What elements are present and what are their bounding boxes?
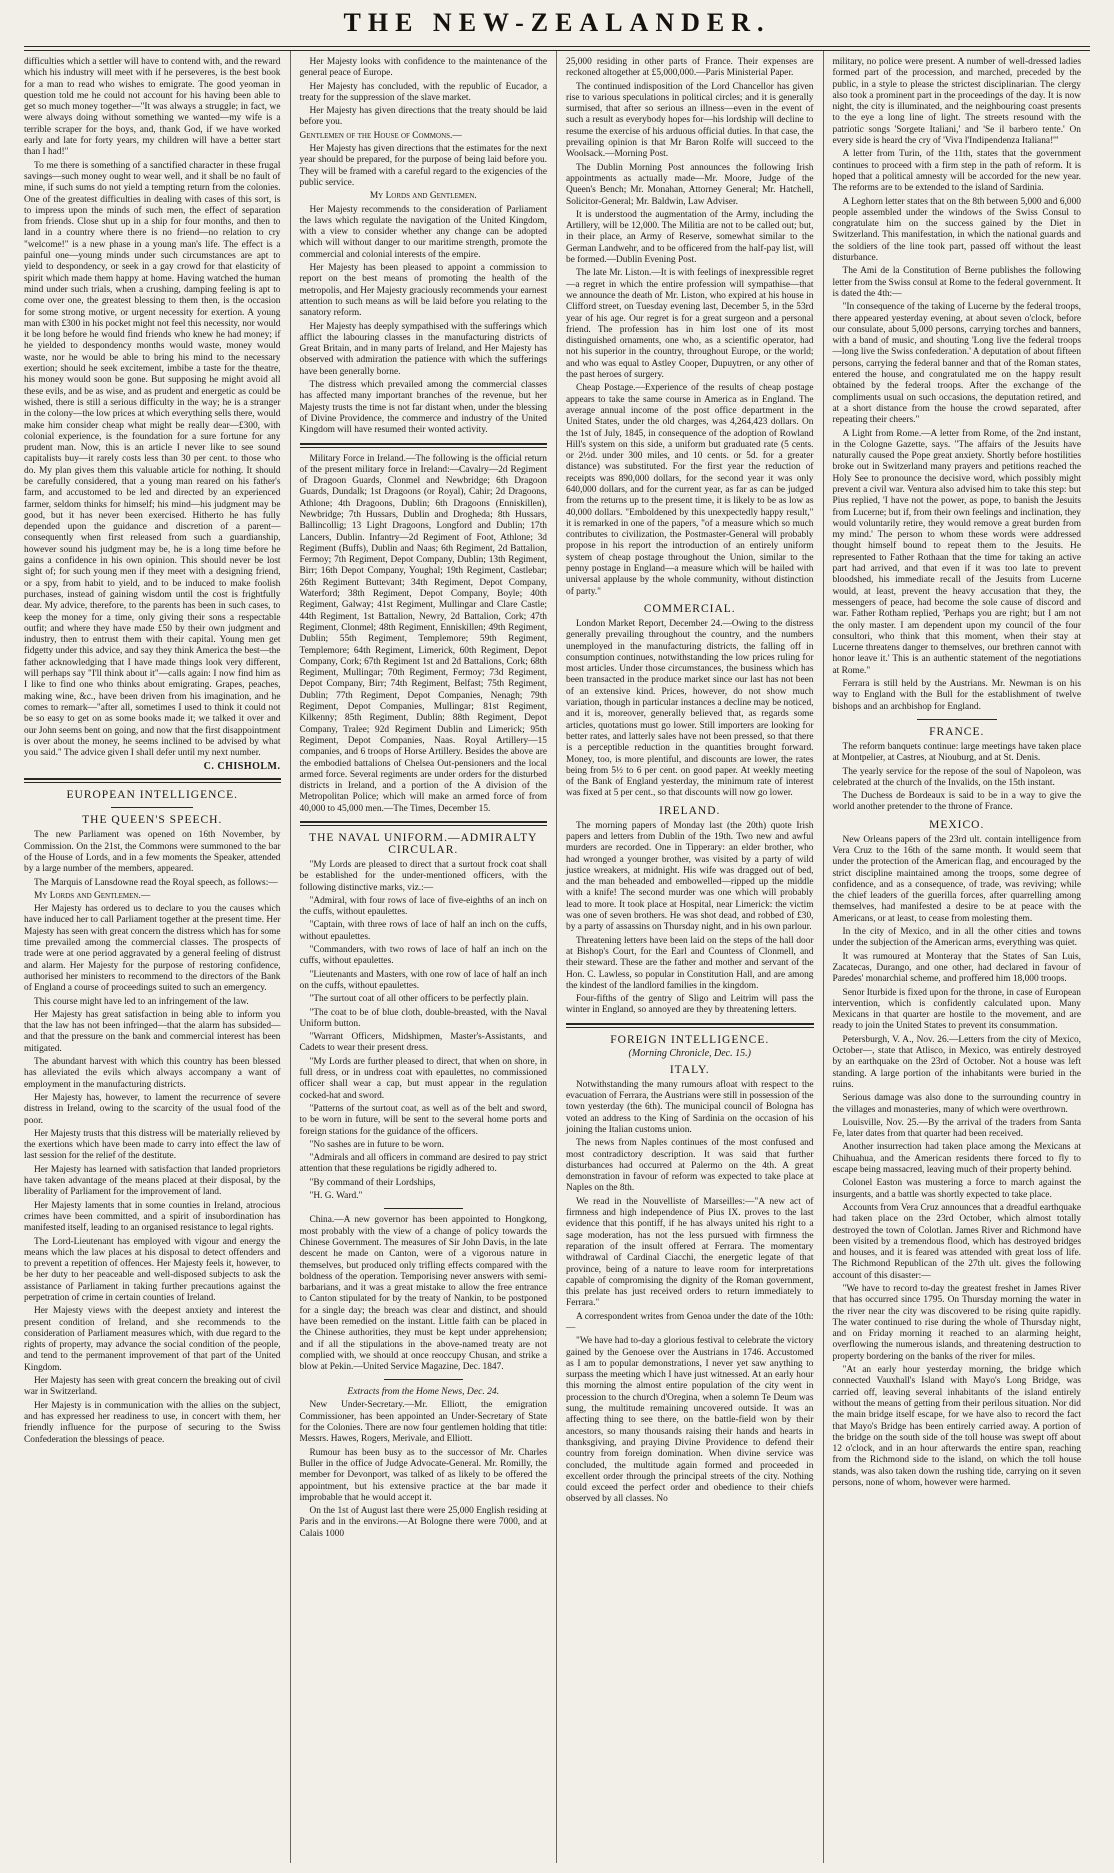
column-3 (557, 51, 824, 1863)
paragraph: The Marquis of Lansdowne read the Royal speech, as follows:— (34, 877, 278, 888)
paragraph: Her Majesty has learned with satisfaction that landed proprietors have taken advantage of the means placed at their disposal, by the liberality of Parliament for the improvement of land. (24, 1164, 281, 1198)
paragraph: Her Majesty has seen with great concern the breaking out of civil war in Switzerland. (24, 1376, 281, 1398)
short-rule (917, 719, 997, 720)
paragraph: "In consequence of the taking of Lucerne by the federal troops, there appeared yesterday evening, at about seven o'clock, before our consulate, about 5,000 persons, carrying torches and banners, with a band of music, and shouting 'Long live the federal troops—long live the Swiss confederation.' A deputation of about fifteen persons, carrying the federal banner and that of the Roman states, entered the house, and congratulated me on the happy result obtained by the federal troops. After the exchange of the compliments usual on such occasions, the deputation retired, and at a short distance from the house the crowd separated, after repeating their cheers." (832, 302, 1082, 426)
section-heading-italy: ITALY. (669, 1063, 710, 1076)
paragraph: Four-fifths of the gentry of Sligo and Leitrim will pass the winter in England, so annoyed are they by threatening letters. (566, 994, 814, 1016)
military-force-article (300, 454, 548, 816)
paragraph: "We have to record to-day the greatest freshet in James River that has occurred since 1795. On Thursday morning the water in the river near the city was discovered to be rising quite rapidly. The water continued to rise during the whole of Thursday night, and on Friday morning it reached to an alarming height, overflowing the numerous islands, and threatening destruction to property bordering on the banks of the river for miles. (832, 1283, 1081, 1362)
paragraph: The Ami de la Constitution of Berne publishes the following letter from the Swiss consul at Rome to the federal government. It is dated the 4th:— (832, 266, 1081, 299)
paragraph: Her Majesty has, however, to lament the recurrence of severe distress in Ireland, owing to the scarcity of the usual food of the poor. (24, 1092, 281, 1126)
paragraph: "No sashes are in future to be worn. (309, 1139, 445, 1150)
section-heading-commercial: COMMERCIAL. (643, 602, 736, 615)
paragraph: Her Majesty has been pleased to appoint a commission to report on the best means of promoting the health of the metropolis, and Her Majesty graciously recommends your earnest attention to such means as will be laid before you relating to the sanatory reform. (299, 263, 547, 319)
paragraph: Her Majesty recommends to the consideration of Parliament the laws which regulate the navigation of the United Kingdom, with a view to consider whether any change can be adopted which will without danger to our maritime strength, promote the commercial and colonial interests of the empire. (299, 204, 547, 260)
paragraph: Her Majesty has concluded, with the republic of Eucador, a treaty for the suppression of the slave market. (299, 81, 547, 103)
column-3-articles (566, 57, 814, 598)
paragraph: Another insurrection had taken place among the Mexicans at Chihuahua, and the American residents there forced to fly to escape being massacred, leaving much of their property behind. (832, 1142, 1081, 1176)
paragraph: Her Majesty has deeply sympathised with the sufferings which afflict the labouring classes in the manufacturing districts of Great Britain, and in many parts of Ireland, and Her Majesty has observed with admiration the patience with which the sufferings have been generally borne. (299, 321, 547, 377)
paragraph: Her Majesty has ordered us to declare to you the causes which have induced her to call Parliament together at the present time. Her Majesty has seen with great concern the distress which has for some time prevailed among the commercial classes. The prospects of trade were at one period aggravated by a general feeling of distrust and alarm. Her Majesty for the purpose of restoring confidence, authorised her ministers to recommend to the directors of the Bank of England a course of proceedings suited to such an emergency. (24, 904, 281, 994)
paragraph: Notwithstanding the many rumours afloat with respect to the evacuation of Ferrara, the Austrians were still in possession of the town yesterday (the 6th). The municipal council of Bologna has voted an address to the King of Sardinia on the occasion of his joining the Italian customs union. (566, 1079, 814, 1135)
extracts-heading: Extracts from the Home News, Dec. 24. (347, 1386, 500, 1398)
lords-body (300, 205, 548, 437)
paragraph: A Light from Rome.—A letter from Rome, of the 2nd instant, in the Cologne Gazette, says. "The affairs of the Jesuits have naturally caused the Pope great anxiety. Shortly before hostilities broke out in Switzerland many prayers and petitions reached the Holy See to pronounce the decisive word, which possibly might prevent a civil war. Ventura also advised him to take this step: but Pius replied, 'I have not the power, as pope, to banish the Jesuits from Lucerne; but if, from their own feelings and inclination, they would voluntarily retire, they would remove a great burden from my mind.' The person to whom these words were addressed thought himself bound to repeat them to the Jesuits. He represented to Father Rothaan that the time for taking an active part had arrived, and that even if it was too late to prevent bloodshed, his immediate recall of the Jesuits from Lucerne would, at least, prevent the heavy accusation that they, the messengers of peace, had become the sole cause of discord and war. Father Rotham replied, 'Perhaps you are right; but I am not the only master. I am dependent upon my council of the four consultori, who think that this moment, when their stay at Lucerne threatens danger to themselves, our brethren cannot with honor leave it.' This is an authentic statement of the negotiations at Rome." (832, 428, 1081, 676)
columns (24, 51, 1090, 1869)
short-rule (384, 1379, 463, 1380)
paragraph: "The coat to be of blue cloth, double-breasted, with the Naval Uniform button. (299, 1007, 547, 1029)
paragraph: Her Majesty has given directions that the treaty should be laid before you. (299, 106, 547, 128)
mexico-article (833, 835, 1082, 1490)
column-2 (291, 51, 558, 1863)
column-4-articles (833, 57, 1082, 713)
france-article (833, 742, 1082, 814)
paragraph: On the 1st of August last there were 25,000 English residing at Paris and in the environs.—At Bologne there were 7000, and at Calais 1000 (299, 1506, 547, 1539)
paragraph: Military Force in Ireland.—The following is the official return of the present military force in Ireland:—Cavalry—2d Regiment of Dragoon Guards, Clonmel and Newbridge; 6th Dragoon Guards, Dundalk; 1st Dragoons (or Royal), Cahir; 2d Dragoons, Athlone; 4th Dragoons, Dublin; 6th Dragoons (Enniskillen), Newbridge; 7th Hussars, Dublin and Drogheda; 8th Hussars, Ballincollig; 13 Light Dragoons, Longford and Dublin; 17th Lancers, Dublin. Infantry—2d Regiment of Foot, Athlone; 3d Regiment (Buffs), Dublin and Naas; 6th Regiment, 2d Battalion, Fermoy; 7th Regiment, Depot Company, Dublin; 13th Regiment, Birr; 16th Depot Company, Youghal; 19th Regiment, Castlebar; 26th Regiment Buttevant; 34th Regiment, Depot Company, Waterford; 38th Regiment, Depot Company, Boyle; 40th Regiment, Galway; 41st Regiment, Mullingar and Clare Castle; 44th Regiment, 1st Battalion, Newry, 2d Battalion, Cork; 47th Regiment, Clonmel; 48th Regiment, Enniskillen; 49th Regiment, Dublin; 55th Regiment, Templemore; 59th Regiment, Templemore; 64th Regiment, Limerick, 60th Regiment, Depot Company, Cork; 67th Regiment 1st and 2d Battalions, Cork; 68th Regiment, Mullingar; 70th Regiment, Fermoy; 73d Regiment, Depot Company, Birr; 74th Regiment, Belfast; 75th Regiment, Dublin; 77th Regiment, Depot Companies, Nenagh; 79th Regiment, Depot Companies, Mullingar; 81st Regiment, Kilkenny; 85th Regiment, Dublin; 88th Regiment, Depot Company, Tralee; 92d Regiment Dublin and Limerick; 95th Regiment, Depot Companies, Naas. Royal Artillery—15 companies, and 6 troops of Horse Artillery. Besides the above are the embodied battalions of Chelsea Out-pensioners and the local armed force. Several regiments are under orders for the disturbed districts in Ireland, and a portion of the A division of the Metropolitan Police; which will make an armed force of from 40,000 to 45,000 men.—The Times, December 15. (299, 453, 547, 814)
paragraph: Louisville, Nov. 25.—By the arrival of the traders from Santa Fe, later dates from that quarter had been received. (832, 1117, 1081, 1140)
section-heading-foreign: FOREIGN INTELLIGENCE. (610, 1033, 770, 1046)
paragraph: "Admiral, with four rows of lace of five-eighths of an inch on the cuffs, without epaulettes. (299, 895, 547, 918)
paragraph: A Leghorn letter states that on the 8th between 5,000 and 6,000 people assembled under the windows of the Swiss Consul to congratulate him on the success gained by the Diet in Switzerland. This manifestation, in which the national guards and the soldiers of the line took part, passed off without the least disturbance. (832, 196, 1081, 264)
paragraph: To me there is something of a sanctified character in these frugal savings—such money ought to wear well, and it shall be no fault of mine, if such sums do not yield a tempting return from the colonies. One of the greatest difficulties in dealing with cases of this sort, is to impress upon the minds of such men, the effect of separation from friends. Close shut up in a ship for four months, and then to land in a country where there is no friend—no relation to cry "welcome!" is a new phase in a young man's life. The effect is a painful one—young minds under such circumstances are apt to yield to despondency, or seek in a gay crowd for that elasticity of spirit which made them happy at home. Having watched the human mind under such trials, when a crushing, damping feeling is apt to come over one, the greatest blessing to them then, is the occasion for some strong motive, or urgent necessity for exertion. A young man with £300 in his pocket might not feel this necessity, nor would it be long before he would find friends who knew he had money; if he yielded to despondency months would waste, money would waste, nor he would be able to bring his mind to the necessary exertion; should he seek excitement, imbibe a taste for the theatre, his money would soon be gone. But supposing he might avoid all these evils, and be as wise, and as prudent and energetic as could be wished, there is still a serious difficulty in the way; he is a stranger in the colony—the low prices at which everything sells there, would make him consider cheap what might be really dear—£300, with colonial experience, is the foundation for a sure fortune for any prudent man. Now, this is an article I never like to see sound capitalists buy—it rarely costs less than 30 per cent. to those who do. My plan gives them this valuable article for nothing. It should be carefully considered, that a young man reared on his father's farm, and accustomed to be led and directed by an experienced farmer, seldom thinks for himself; his mind—his judgment may be good, but it has never been exercised. Hitherto he has fully depended upon the guidance and discretion of a parent—consequently when first released from such a guardianship, however sound his judgment may be, he is a long time before he gains a confidence in his own opinion. This should never be lost sight of; for such young men if they meet with a designing friend, or a spy, from habit to yield, and to be induced to make foolish purchases, instead of gaining wisdom until the cost is frightfully dear. My advice, therefore, to the parents has been in such cases, to keep the money for a time, only giving their sons a respectable outfit; and where they have made £50 by their own judgment and industry, then to entrust them with their capital. Young men get fidgetty under this advice, and say they think America the best—the father acknowledging that I have made things look very different, will perhaps say "I'll think about it"—calls again: I now find him as I like to find one who thinks about emigrating. Grapes, peaches, making wine, &c., have been driven from his imagination, and he comes to remark—"after all, sometimes I used to think it could not be so easy to get on as some books made it; we talked it over and our John seems bent on going, and now that the first disappointment is over about the money, he seems inclined to be advised by what you said." The advice given I shall defer until my next number. (24, 160, 281, 759)
double-rule (566, 1023, 814, 1028)
paragraph: Accounts from Vera Cruz announces that a dreadful earthquake had taken place on the 23rd October, which almost totally destroyed the town of Colotlan. James River and Richmond have been visited by a tremendous flood, which has destroyed bridges and houses, and it is feared was attended with great loss of life. The Richmond Republican of the 27th ult. gives the following account of this disaster:— (832, 1202, 1081, 1281)
paragraph: Cheap Postage.—Experience of the results of cheap postage appears to take the same course in America as in England. The average annual income of the post office department in the United States, under the old charges, was 4,264,423 dollars. On the 1st of July, 1845, in consequence of the adoption of Rowland Hill's system on this side, a uniform but graduated rate (5 cents. or 2½d. under 300 miles, and 10 cents. or 5d. for a greater distance) was substituted. For the first year the reduction of receipts was 890,000 dollars, for the second year it was only 640,000 dollars, and for the current year, as far as can be judged from the returns up to the present time, it is likely to be as low as 40,000 dollars. "Emboldened by this unexpectedly happy result," it is remarked in one of the papers, "of a measure which so much contributes to civilization, the Postmaster-General will probably propose in his report the introduction of an entirely uniform system of cheap postage throughout the Union, similar to the penny postage in England—a measure which will be hailed with universal applause by the whole community, without distinction of party." (566, 383, 814, 597)
paragraph: "Captain, with three rows of lace of half an inch on the cuffs, without epaulettes. (299, 920, 547, 942)
paragraph: "By command of their Lordships, (309, 1177, 436, 1188)
paragraph: "Patterns of the surtout coat, as well as of the belt and sword, to be worn in future, will be sent to the several home ports and foreign stations for the guidance of the officers. (299, 1103, 547, 1137)
newspaper-title: THE NEW-ZEALANDER. (343, 8, 771, 37)
paragraph: Threatening letters have been laid on the steps of the hall door at Bishop's Court, for the Earl and Countess of Clonmell, and their steward. These are the father and mother and servant of the Hon. C. Lawless, so popular in Constitution Hall, and are among the kindest of the landlord families in the kingdom. (566, 935, 814, 991)
paragraph: The yearly service for the repose of the soul of Napoleon, was celebrated at the church of the Invalids, on the 15th instant. (832, 766, 1081, 788)
column-1 (24, 51, 291, 1863)
paragraph: Rumour has been busy as to the successor of Mr. Charles Buller in the office of Judge Advocate-General. Mr. Romilly, the member for Devonport, was talked of as likely to be offered the appointment, but his extensive practice at the bar made it improbable that he would accept it. (299, 1447, 547, 1503)
lords-salutation: My Lords and Gentlemen. (369, 191, 477, 202)
paragraph: "My Lords are further pleased to direct, that when on shore, in full dress, or in undress coat with epaulettes, no commissioned officer shall wear a cap, but must appear in the regulation cocked-hat and sword. (299, 1056, 547, 1101)
paragraph: Ferrara is still held by the Austrians. Mr. Newman is on his way to England with the Bull for the establishment of twelve bishops and an archbishop for England. (832, 679, 1081, 712)
paragraph: "My Lords are pleased to direct that a surtout frock coat shall be established for the under-mentioned officers, with the following distinctive marks, viz.:— (299, 860, 547, 893)
section-heading-mexico: MEXICO. (929, 818, 985, 831)
section-heading-ireland: IRELAND. (659, 804, 721, 817)
extracts-article (300, 1400, 548, 1540)
article-heading-queens-speech: THE QUEEN'S SPEECH. (82, 814, 223, 827)
paragraph: The Dublin Morning Post announces the following Irish appointments as actually made—Mr. Moore, Judge of the Queen's Bench; Mr. Monahan, Attorney General; Mr. Hatchell, Solicitor-General; Mr. Baldwin, Law Adviser. (566, 162, 814, 207)
queens-speech-intro (24, 830, 281, 888)
queens-speech-body (24, 904, 281, 1446)
paragraph: It was rumoured at Monteray that the States of San Luis, Zacatecas, Durango, and one other, had declared in favour of Paredes' monarchial scheme, and proffered him 18,000 troops. (832, 951, 1081, 985)
paragraph: This course might have led to an infringement of the law. (34, 996, 249, 1007)
commons-salutation: Gentlemen of the House of Commons.— (299, 130, 462, 141)
paragraph: 25,000 residing in other parts of France. Their expenses are reckoned altogether at £5,000,000.—Paris Ministerial Paper. (566, 57, 814, 79)
commercial-article (566, 619, 814, 800)
double-rule (300, 443, 548, 448)
paragraph: Her Majesty looks with confidence to the maintenance of the general peace of Europe. (299, 57, 547, 79)
paragraph: The Duchess de Bordeaux is said to be in a way to give the world another pretender to the throne of France. (832, 791, 1081, 813)
paragraph: The distress which prevailed among the commercial classes has affected many important branches of the revenue, but her Majesty trusts the time is not far distant when, under the blessing of Divine Providence, the commerce and industry of the United Kingdom will have resumed their wonted activity. (299, 380, 547, 436)
paragraph: It is understood the augmentation of the Army, including the Artillery, will be 12,000. The Militia are not to be called out; but, in their place, an Army of Reserve, somewhat similar to the German Landwehr, and to be officered from the half-pay list, will be formed.—Dublin Evening Post. (566, 209, 814, 266)
ireland-article (566, 821, 814, 1017)
paragraph: "Commanders, with two rows of lace of half an inch on the cuffs, without epaulettes. (299, 945, 547, 967)
paragraph: military, no police were present. A number of well-dressed ladies formed part of the procession, and marched, preceded by the public, in a style to please the strictest disciplinarian. The clergy also took a prominent part in the proceedings of the day. It is now night, the city is illuminated, and the neighbouring coast presents to the eye a long line of light. The streets resound with the patriotic songs 'Sorgete Italiani,' and 'Se il barbero tente.' On every side is heard the cry of 'Viva l'Indipendenza Italiana!'" (832, 57, 1081, 147)
foreign-source: (Morning Chronicle, Dec. 15.) (628, 1047, 751, 1059)
paragraph: The news from Naples continues of the most confused and most contradictory description. It was said that further disturbances had occurred at Palermo on the 4th. A great demonstration in favour of reform was expected to take place at Naples on the 8th. (566, 1138, 814, 1194)
paragraph: The Lord-Lieutenant has employed with vigour and energy the means which the law places at his disposal to detect offenders and to prevent a repetition of offences. Her Majesty feels it, however, to be her duty to her peaceable and well-disposed subjects to ask the assistance of Parliament in taking further precautions against the perpetration of crime in certain counties of Ireland. (24, 1236, 281, 1303)
paragraph: A correspondent writes from Genoa under the date of the 10th:— (566, 1311, 814, 1333)
paragraph: "The surtout coat of all other officers to be perfectly plain. (309, 994, 529, 1005)
short-rule (111, 807, 193, 808)
paragraph: "H. G. Ward." (309, 1191, 363, 1202)
paragraph: In the city of Mexico, and in all the other cities and towns under the subjection of the American arms, everything was quiet. (832, 927, 1081, 949)
section-heading-european: EUROPEAN INTELLIGENCE. (66, 789, 238, 802)
paragraph: Her Majesty has given directions that the estimates for the next year should be prepared, for the purpose of being laid before you. They will be framed with a careful regard to the exigencies of the public service. (299, 144, 547, 188)
paragraph: "Admirals and all officers in command are desired to pay strict attention that these regulations be rigidly adhered to. (299, 1153, 547, 1175)
paragraph: The abundant harvest with which this country has been blessed has alleviated the evils which always accompany a want of employment in the manufacturing districts. (24, 1057, 281, 1090)
paragraph: "Lieutenants and Masters, with one row of lace of half an inch on the cuffs, without epaulettes. (299, 969, 547, 991)
paragraph: Colonel Easton was mustering a force to march against the insurgents, and a battle was shortly expected to take place. (832, 1178, 1081, 1200)
double-rule (300, 821, 548, 826)
paragraph: The late Mr. Liston.—It is with feelings of inexpressible regret—a regret in which the entire profession will sympathise—that we announce the death of Mr. Liston, who expired at his house in Clifford street, on Tuesday evening last, December 5, in the 53rd year of his age. Our regret is for a great surgeon and a personal friend. The profession has in him lost one of its most distinguished ornaments, one who, as a scientific operator, had not his superior in the country, throughout Europe, or the world; and who was equal to Astley Cooper, Dupuytren, or any other of the past heroes of surgery. (566, 268, 814, 381)
paragraph: Her Majesty views with the deepest anxiety and interest the present condition of Ireland, and she recommends to the consideration of Parliament measures which, with due regard to the rights of property, may advance the social condition of the people, and tend to the permanent improvement of that part of the United Kingdom. (24, 1306, 281, 1373)
paragraph: The morning papers of Monday last (the 20th) quote Irish papers and letters from Dublin of the 19th. Two new and awful murders are recorded. One in Tipperary: an elder brother, who had wronged a younger brother, was visited by a party of wild justice wreakers, at midnight. His wife was dragged out of bed, and the man beheaded and embowelled—ripped up the middle with a knife! The second murder was one which will probably lead to more. It took place at Hospital, near Limerick: the victim was one of seven brothers. He was shot dead, and robbed of £30, by a party of assassins on Thursday night, and in his own parlour. (566, 820, 814, 933)
naval-article (300, 860, 548, 1202)
paragraph: The continued indisposition of the Lord Chancellor has given rise to various speculations in political circles; and it is generally surmised, that after so serious an illness—even in the event of such a result as everybody hopes for—his lordship will decline to resume the exercise of his arduous official duties. In that case, the prevailing opinion is that Mr Baron Rolfe will succeed to the Woolsack.—Morning Post. (566, 81, 814, 160)
paragraph: New Orleans papers of the 23rd ult. contain intelligence from Vera Cruz to the 16th of the same month. It would seem that under the protection of the American flag, and encouraged by the strict discipline maintained among the troops, some degree of confidence, and as a consequence, of trade, was reviving; while the chief leaders of the guerilla forces, after quarrelling among themselves, had manifested a desire to be at peace with the Americans, or at least, to cease from molesting them. (832, 834, 1081, 924)
paragraph: We read in the Nouvelliste of Marseilles:—"A new act of firmness and high independence of Pius IX. proves to the last evidence that this pontiff, if he has always united his right to a sage moderation, has not the less pursued with firmness the reparation of the insult offered at Ferrara. The momentary withdrawal of Cardinal Ciacchi, the energetic legate of that province, being of a nature to leave room for interpretations capable of compromising the dignity of the Roman government, this prelate has just received orders to return immediately to Ferrara." (566, 1196, 814, 1309)
letter-section (24, 57, 281, 759)
paragraph: Her Majesty laments that in some counties in Ireland, atrocious crimes have been committed, and a spirit of insubordination has manifested itself, leading to an organised resistance to legal rights. (24, 1200, 281, 1234)
double-rule (24, 778, 281, 783)
signature: C. CHISHOLM. (203, 761, 281, 773)
speech-continued (300, 57, 548, 129)
paragraph: "At an early hour yesterday morning, the bridge which connected Vauxhall's Island with Mayo's Long Bridge, was carried off, leaving several inhabitants of the island entirely without the means of getting from their perilous situation. Nor did the main bridge itself escape, for we have also to record the fact that Mayo's Bridge has been entirely carried away. A portion of the bridge on the south side of the toll house was swept off about 12 o'clock, and in an hour afterwards the entire span, reaching from the Richmond side to the island, on which the toll house stands, was also taken down the rushing tide, carrying on it seven persons, none of whom, however were harmed. (832, 1365, 1081, 1489)
paragraph: Her Majesty is in communication with the allies on the subject, and has expressed her readiness to use, in concert with them, her friendly influence for the purpose of securing to the Swiss Confederation the blessings of peace. (24, 1400, 281, 1445)
commons-body (300, 144, 548, 189)
article-heading-naval: THE NAVAL UNIFORM.—ADMIRALTY CIRCULAR. (309, 832, 538, 856)
paragraph: London Market Report, December 24.—Owing to the distress generally prevailing throughout the country, and the numbers unemployed in the manufacturing districts, the falling off in consumption continues, notwithstanding the low prices ruling for most articles. Under those circumstances, the business which has been transacted in the produce market since our last has not been of an extensive kind. Prices, however, do not show much variation, though in particular instances a decline may be noticed, and it is, moreover, generally believed that, as regards some articles, quotations must go lower. Still importers are looking for better rates, and latterly sales have not been pressed, so that there is a perceptible reduction in the quantities brought forward. Money, too, is more plentiful, and discounts are lower, the rates being from 5½ to 6 per cent. on good paper. At weekly meeting of the Bank of England yesterday, the minimum rate of interest was fixed at 5 per cent., so that discounts will now go lower. (566, 618, 814, 799)
paragraph: A letter from Turin, of the 11th, states that the government continues to proceed with a firm step in the path of reform. It is hoped that a political amnesty will be accorded for the new year. The reforms are to be extended to the island of Sardinia. (832, 149, 1081, 194)
section-heading-france: FRANCE. (929, 725, 985, 738)
paragraph: New Under-Secretary.—Mr. Elliott, the emigration Commissioner, has been appointed an Under-Secretary of State for the Colonies. There are now four gentlemen holding that title: Messrs. Hawes, Rogers, Merivale, and Elliott. (299, 1400, 547, 1445)
paragraph: Senor Iturbide is fixed upon for the throne, in case of European intervention, which is confidently calculated upon. Many Mexicans in that quarter are hostile to the movement, and are ready to join the United States to prevent its consummation. (832, 987, 1081, 1032)
italy-article (566, 1080, 814, 1506)
paragraph: The reform banquets continue: large meetings have taken place at Montpelier, at Castres, at Niouburg, and at St. Denis. (832, 741, 1081, 764)
paragraph: Petersburgh, V. A., Nov. 26.—Letters from the city of Mexico, October—, state that Atlisco, in Mexico, was entirely destroyed by an earthquake on the 23rd of October. Not a house was left standing. A large portion of the inhabitants were buried in the ruins. (832, 1034, 1081, 1090)
paragraph: difficulties which a settler will have to contend with, and the reward which his industry will meet with if he perseveres, is the best book for a man to read who wishes to emigrate. The good yeoman in question told me he could not account for his having been able to get so much money together—"It was always a struggle; in fact, we were always doing without something we wanted—my wife is a terrible scraper for the boys, and, thank God, if we have worked early and late for forty years, my children will have a better start than I had!" (24, 57, 281, 158)
paragraph: China.—A new governor has been appointed to Hongkong, most probably with the view of a change of policy towards the Chinese Government. The measures of Sir John Davis, in the late descent he made on Canton, were of a vigorous nature in themselves, but produced only trifling effects compared with the boldness of the operation. Temporising never answers with semi-barbarians, and it was a great mistake to allow the free entrance to Canton stipulated for by the treaty of Nankin, to be postponed for a single day; the breach was clear and distinct, and should have been remedied on the instant. Little faith can be placed in the Chinese authorities, they must be kept under apprehension; and if all the stipulations in the above-named treaty are not complied with, we should at once reoccupy Chusan, and strike a blow at Pekin.—United Service Magazine, Dec. 1847. (299, 1215, 547, 1373)
salutation: My Lords and Gentlemen.— (34, 890, 151, 901)
paragraph: Serious damage was also done to the surrounding country in the villages and monasteries, many of which were overthrown. (832, 1093, 1081, 1115)
china-article (300, 1215, 548, 1373)
column-4 (824, 51, 1091, 1863)
short-rule (384, 1208, 463, 1209)
paragraph: Her Majesty has great satisfaction in being able to inform you that the law has not been infringed—that the alarm has subsided—and that the pressure on the bank and commercial interest has been mitigated. (24, 1009, 281, 1054)
masthead (24, 0, 1090, 47)
paragraph: Her Majesty trusts that this distress will be materially relieved by the exertions which have been made to carry into effect the law of last session for the relief of the destitute. (24, 1128, 281, 1162)
paragraph: "We have had to-day a glorious festival to celebrate the victory gained by the Genoese over the Austrians in 1746. Accustomed as I am to popular demonstrations, I never yet saw anything to surpass the meeting which I have just witnessed. At an early hour this morning the almost entire population of the city went in procession to the church d'Oregina, when a solemn Te Deum was sung, the multitude remaining uncovered outside. It was an affecting thing to see there, on the battle-field won by their ancestors, so many thousands raising their hands and hearts in thanksgiving, and praying Divine Providence to defend their country from foreign domination. When divine service was concluded, the multitude again formed and proceeded in excellent order through the principal streets of the city. Nothing could exceed the perfect order and obedience to their chiefs observed by all classes. No (566, 1336, 814, 1505)
paragraph: "Warrant Officers, Midshipmen, Master's-Assistants, and Cadets to wear their present dress. (299, 1032, 547, 1054)
paragraph: The new Parliament was opened on 16th November, by Commission. On the 21st, the Commons were summoned to the bar of the House of Lords, and in a few moments the Speaker, attended by a large number of the members, appeared. (24, 830, 281, 875)
